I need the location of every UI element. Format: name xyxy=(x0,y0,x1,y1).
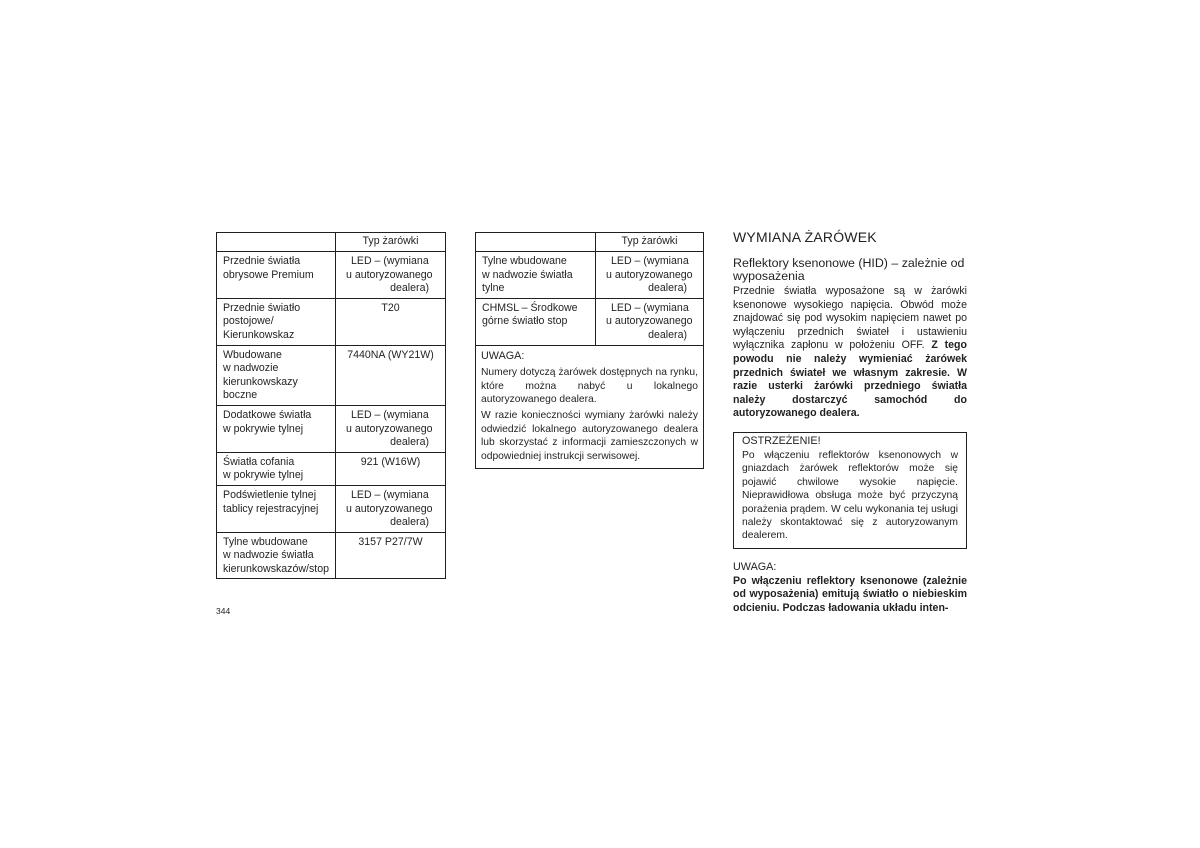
note-text: Po włączeniu reflektory ksenonowe (zależnie od wyposażenia) emitują światło o niebieskim odcieniu. Podczas ładowania układu inten- xyxy=(733,574,967,614)
label-line: kierunkowskazów/stop xyxy=(223,562,329,575)
label-line: CHMSL – Środkowe xyxy=(482,301,578,314)
value-line: LED – (wymiana xyxy=(351,488,429,501)
value-line: u autoryzowanego xyxy=(346,422,433,435)
table-1-row-bulb-type xyxy=(336,405,446,452)
table-row xyxy=(217,485,446,532)
label-line: Tylne wbudowane xyxy=(223,535,308,548)
value-line: LED – (wymiana xyxy=(611,301,689,314)
table-row xyxy=(217,452,446,485)
label-line: Wbudowane xyxy=(223,348,282,361)
table-2-row-bulb-type xyxy=(596,252,704,299)
label-line: boczne xyxy=(223,389,258,402)
label-line: w nadwozie światła xyxy=(482,268,573,281)
table-1-row-label xyxy=(217,485,336,532)
table-row xyxy=(476,252,704,299)
table-2-note-heading: UWAGA: xyxy=(481,349,525,362)
label-line: w nadwozie xyxy=(223,362,279,375)
value-line: dealera) xyxy=(390,282,429,295)
label-line: Przednie światło xyxy=(223,301,301,314)
label-line: górne światło stop xyxy=(482,315,568,328)
value-line: 7440NA (WY21W) xyxy=(347,348,434,361)
label-line: Przednie światła xyxy=(223,255,301,267)
table-1-row-bulb-type xyxy=(336,252,446,299)
label-line: tablicy rejestracyjnej xyxy=(223,502,319,515)
bulb-table-2-grid xyxy=(475,232,704,469)
table-row xyxy=(217,298,446,345)
value-line: LED – (wymiana xyxy=(611,255,689,267)
table-1-row-label xyxy=(217,252,336,299)
table-row xyxy=(476,298,704,345)
label-line: kierunkowskazy xyxy=(223,375,298,388)
bulb-table-1 xyxy=(216,232,446,579)
section-title: WYMIANA ŻARÓWEK xyxy=(733,229,877,245)
table-row xyxy=(217,345,446,405)
table-1-row-label xyxy=(217,452,336,485)
table-2-row-label xyxy=(476,252,596,299)
table-row xyxy=(217,252,446,299)
note-heading: UWAGA: xyxy=(733,560,777,573)
label-line: postojowe/ xyxy=(223,315,274,328)
value-line: u autoryzowanego xyxy=(346,502,433,515)
label-line: Kierunkowskaz xyxy=(223,328,295,341)
value-line: dealera) xyxy=(390,516,429,529)
value-line: u autoryzowanego xyxy=(606,315,693,328)
value-line: u autoryzowanego xyxy=(606,268,693,281)
table-2-note xyxy=(476,345,704,468)
intro-paragraph xyxy=(733,285,967,421)
value-line: T20 xyxy=(381,301,400,314)
value-line: u autoryzowanego xyxy=(346,268,433,281)
table-1-row-bulb-type xyxy=(336,452,446,485)
warning-text: Po włączeniu reflektorów ksenonowych w gniazdach żarówek reflektorów może się pojawić chwilowe wysokie napięcie. Nieprawidłowa obsługa może być przyczyną porażenia prądem. W celu wykonania tej usługi należy skontaktować się z autoryzowanym dealerem. xyxy=(742,449,958,542)
table-1-row-label xyxy=(217,532,336,579)
section-subtitle: Reflektory ksenonowe (HID) – zależnie od wyposażenia xyxy=(733,256,965,283)
intro-bold-text: Z tego powodu nie należy wymieniać żarówek przednich świateł we własnym zakresie. W razie usterki żarówki przedniego światła należy dostarczyć samochód do autoryzowanego dealera. xyxy=(733,339,967,420)
table-1-row-label xyxy=(217,345,336,405)
table-1-row-bulb-type xyxy=(336,485,446,532)
label-line: tylne xyxy=(482,282,505,295)
table-2-empty-header xyxy=(476,233,596,252)
label-line: w pokrywie tylnej xyxy=(223,469,304,482)
value-line: dealera) xyxy=(390,436,429,449)
bulb-table-1-grid xyxy=(216,232,446,579)
value-line: 921 (W16W) xyxy=(360,455,421,468)
table-row xyxy=(217,405,446,452)
bulb-table-2 xyxy=(475,232,704,469)
table-2-header-bulb-type: Typ żarówki xyxy=(596,233,704,252)
label-line: obrysowe Premium xyxy=(223,268,314,281)
page-number: 344 xyxy=(216,606,231,616)
warning-box xyxy=(733,432,967,549)
table-2-row-bulb-type xyxy=(596,298,704,345)
value-line: dealera) xyxy=(648,282,687,295)
intro-normal-text: Przednie światła wyposażone są w żarówki ksenonowe wysokiego napięcia. Obwód może znajdować się pod wysokim napięciem nawet po wyłączeniu przednich świateł i ustawieniu wyłącznika zapłonu w położeniu OFF. xyxy=(733,285,967,352)
table-2-note-paragraph-1: Numery dotyczą żarówek dostępnych na rynku, które można nabyć u lokalnego autoryzowanego dealera. xyxy=(481,367,698,405)
table-row xyxy=(217,532,446,579)
table-2-row-label xyxy=(476,298,596,345)
label-line: Tylne wbudowane xyxy=(482,255,567,267)
label-line: Dodatkowe światła xyxy=(223,408,312,421)
table-1-row-label xyxy=(217,405,336,452)
warning-heading: OSTRZEŻENIE! xyxy=(742,434,821,447)
value-line: LED – (wymiana xyxy=(351,408,429,421)
value-line: dealera) xyxy=(648,328,687,341)
label-line: w pokrywie tylnej xyxy=(223,422,304,435)
table-1-row-label xyxy=(217,298,336,345)
label-line: w nadwozie światła xyxy=(223,549,314,562)
table-1-header-bulb-type: Typ żarówki xyxy=(336,233,446,252)
right-column xyxy=(733,229,967,616)
table-2-note-paragraph-2: W razie konieczności wymiany żarówki należy odwiedzić lokalnego autoryzowanego dealera lub skorzystać z informacji zamieszczonych w odpowiedniej instrukcji serwisowej. xyxy=(481,410,698,462)
table-1-empty-header xyxy=(217,233,336,252)
value-line: 3157 P27/7W xyxy=(358,535,423,548)
label-line: Światła cofania xyxy=(223,455,295,468)
table-1-row-bulb-type xyxy=(336,298,446,345)
table-1-row-bulb-type xyxy=(336,345,446,405)
value-line: LED – (wymiana xyxy=(351,255,429,267)
table-1-row-bulb-type xyxy=(336,532,446,579)
label-line: Podświetlenie tylnej xyxy=(223,488,317,501)
